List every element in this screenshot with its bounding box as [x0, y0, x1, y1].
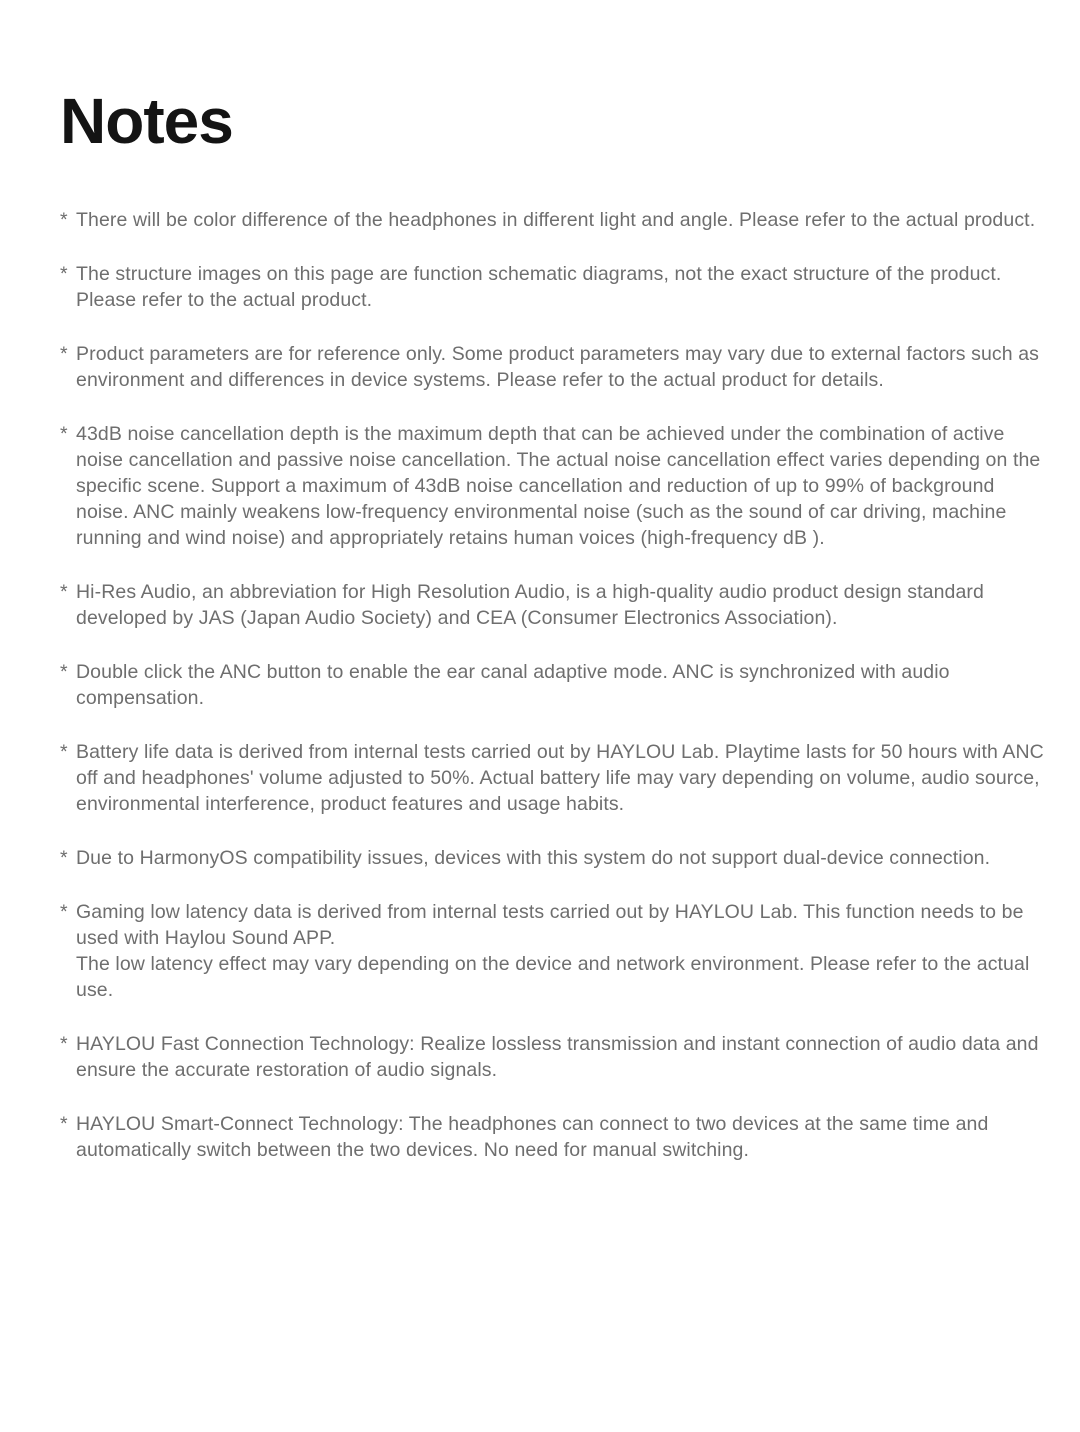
note-asterisk: * [60, 581, 68, 604]
note-asterisk: * [60, 901, 68, 924]
note-item [60, 1111, 1045, 1163]
note-item [60, 899, 1045, 1003]
note-text: Gaming low latency data is derived from internal tests carried out by HAYLOU Lab. This function needs to be used with Haylou Sound APP. The low latency effect may vary depending on the device and network environment. Please refer to the actual use. [76, 901, 1030, 1002]
note-text: HAYLOU Fast Connection Technology: Realize lossless transmission and instant connection of audio data and ensure the accurate restoration of audio signals. [76, 1033, 1039, 1082]
note-asterisk: * [60, 423, 68, 446]
note-asterisk: * [60, 209, 68, 232]
note-text: Product parameters are for reference only. Some product parameters may vary due to external factors such as environment and differences in device systems. Please refer to the actual product for details. [76, 343, 1040, 392]
note-item [60, 845, 1045, 871]
note-asterisk: * [60, 661, 68, 684]
note-item [60, 1031, 1045, 1083]
note-asterisk: * [60, 847, 68, 870]
note-asterisk: * [60, 1033, 68, 1056]
note-text: 43dB noise cancellation depth is the maximum depth that can be achieved under the combination of active noise cancellation and passive noise cancellation. The actual noise cancellation effect varies depending on the specific scene. Support a maximum of 43dB noise cancellation and reduction of up to 99% of background noise. ANC mainly weakens low-frequency environmental noise (such as the sound of car driving, machine running and wind noise) and appropriately retains human voices (high-frequency dB ). [76, 423, 1041, 550]
note-text: Double click the ANC button to enable the ear canal adaptive mode. ANC is synchronized with audio compensation. [76, 661, 950, 710]
note-item [60, 341, 1045, 393]
note-text: Due to HarmonyOS compatibility issues, devices with this system do not support dual-device connection. [76, 847, 991, 870]
note-text: There will be color difference of the headphones in different light and angle. Please refer to the actual product. [76, 209, 1036, 232]
notes-list [60, 207, 1045, 1163]
note-item [60, 207, 1045, 233]
note-text: The structure images on this page are function schematic diagrams, not the exact structure of the product. Please refer to the actual product. [76, 263, 1002, 312]
note-asterisk: * [60, 741, 68, 764]
note-text: Battery life data is derived from internal tests carried out by HAYLOU Lab. Playtime lasts for 50 hours with ANC off and headphones' volume adjusted to 50%. Actual battery life may vary depending on volume, audio source, environmental interference, product features and usage habits. [76, 741, 1044, 816]
note-item [60, 421, 1045, 551]
note-asterisk: * [60, 343, 68, 366]
note-item [60, 739, 1045, 817]
note-asterisk: * [60, 1113, 68, 1136]
page-title: Notes [60, 85, 233, 157]
note-asterisk: * [60, 263, 68, 286]
note-item [60, 659, 1045, 711]
note-text: HAYLOU Smart-Connect Technology: The headphones can connect to two devices at the same time and automatically switch between the two devices. No need for manual switching. [76, 1113, 989, 1162]
note-item [60, 579, 1045, 631]
note-item [60, 261, 1045, 313]
note-text: Hi-Res Audio, an abbreviation for High Resolution Audio, is a high-quality audio product design standard developed by JAS (Japan Audio Society) and CEA (Consumer Electronics Association). [76, 581, 984, 630]
